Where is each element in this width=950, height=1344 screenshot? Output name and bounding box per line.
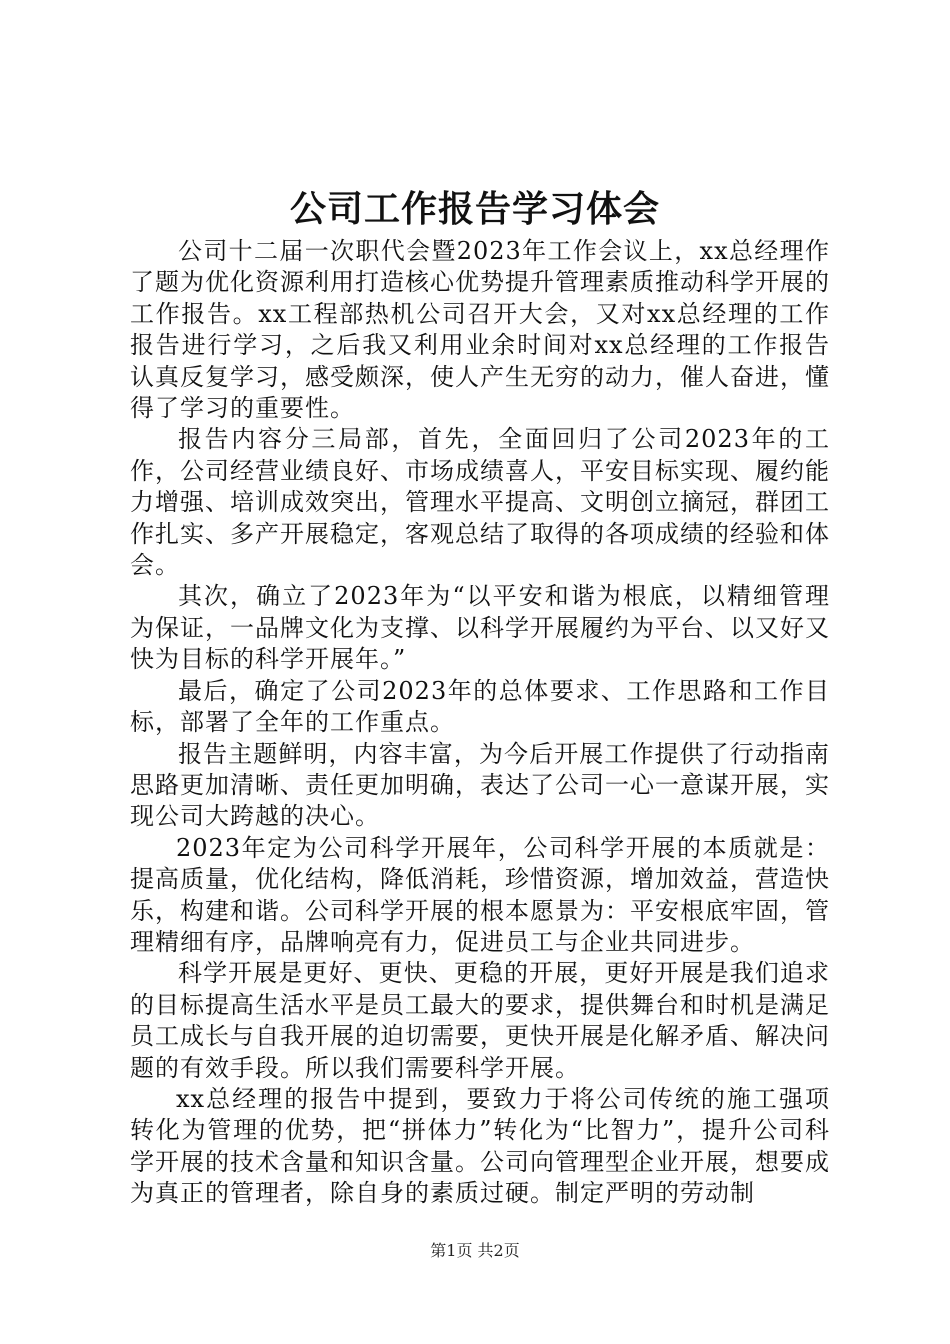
document-body xyxy=(130,236,830,1210)
paragraph-manager-report: xx总经理的报告中提到，要致力于将公司传统的施工强项转化为管理的优势，把“拼体力”转化为“比智力”，提升公司科学开展的技术含量和知识含量。公司向管理型企业开展，想要成为真正的管理者，除自身的素质过硬。制定严明的劳动制 xyxy=(130,1084,830,1208)
paragraph-scientific-development: 科学开展是更好、更快、更稳的开展，更好开展是我们追求的目标提高生活水平是员工最大的要求，提供舞台和时机是满足员工成长与自我开展的迫切需要，更快开展是化解矛盾、解决问题的有效手段。所以我们需要科学开展。 xyxy=(130,959,830,1082)
document-title: 公司工作报告学习体会 xyxy=(289,188,660,230)
paragraph-intro: 公司十二届一次职代会暨2023年工作会议上，xx总经理作了题为优化资源利用打造核心优势提升管理素质推动科学开展的工作报告。xx工程部热机公司召开大会，又对xx总经理的工作报告进行学习，之后我又利用业余时间对xx总经理的工作报告认真反复学习，感受颇深，使人产生无穷的动力，催人奋进，懂得了学习的重要性。 xyxy=(130,237,830,423)
paragraph-report-theme: 报告主题鲜明，内容丰富，为今后开展工作提供了行动指南思路更加清晰、责任更加明确，表达了公司一心一意谋开展，实现公司大跨越的决心。 xyxy=(130,739,830,831)
paragraph-secondly: 其次，确立了2023年为“以平安和谐为根底，以精细管理为保证，一品牌文化为支撑、以科学开展履约为平台、以又好又快为目标的科学开展年。” xyxy=(130,582,830,674)
paragraph-report-content: 报告内容分三局部，首先，全面回归了公司2023年的工作，公司经营业绩良好、市场成绩喜人，平安目标实现、履约能力增强、培训成效突出，管理水平提高、文明创立摘冠，群团工作扎实、多产开展稳定，客观总结了取得的各项成绩的经验和体会。 xyxy=(130,425,830,580)
paragraph-finally: 最后，确定了公司2023年的总体要求、工作思路和工作目标，部署了全年的工作重点。 xyxy=(130,676,830,737)
paragraph-development-year: 2023年定为公司科学开展年，公司科学开展的本质就是：提高质量，优化结构，降低消耗，珍惜资源，增加效益，营造快乐，构建和谐。公司科学开展的根本愿景为：平安根底牢固，管理精细有序，品牌响亮有力，促进员工与企业共同进步。 xyxy=(130,833,830,956)
page-indicator: 第1页 共2页 xyxy=(430,1241,520,1260)
